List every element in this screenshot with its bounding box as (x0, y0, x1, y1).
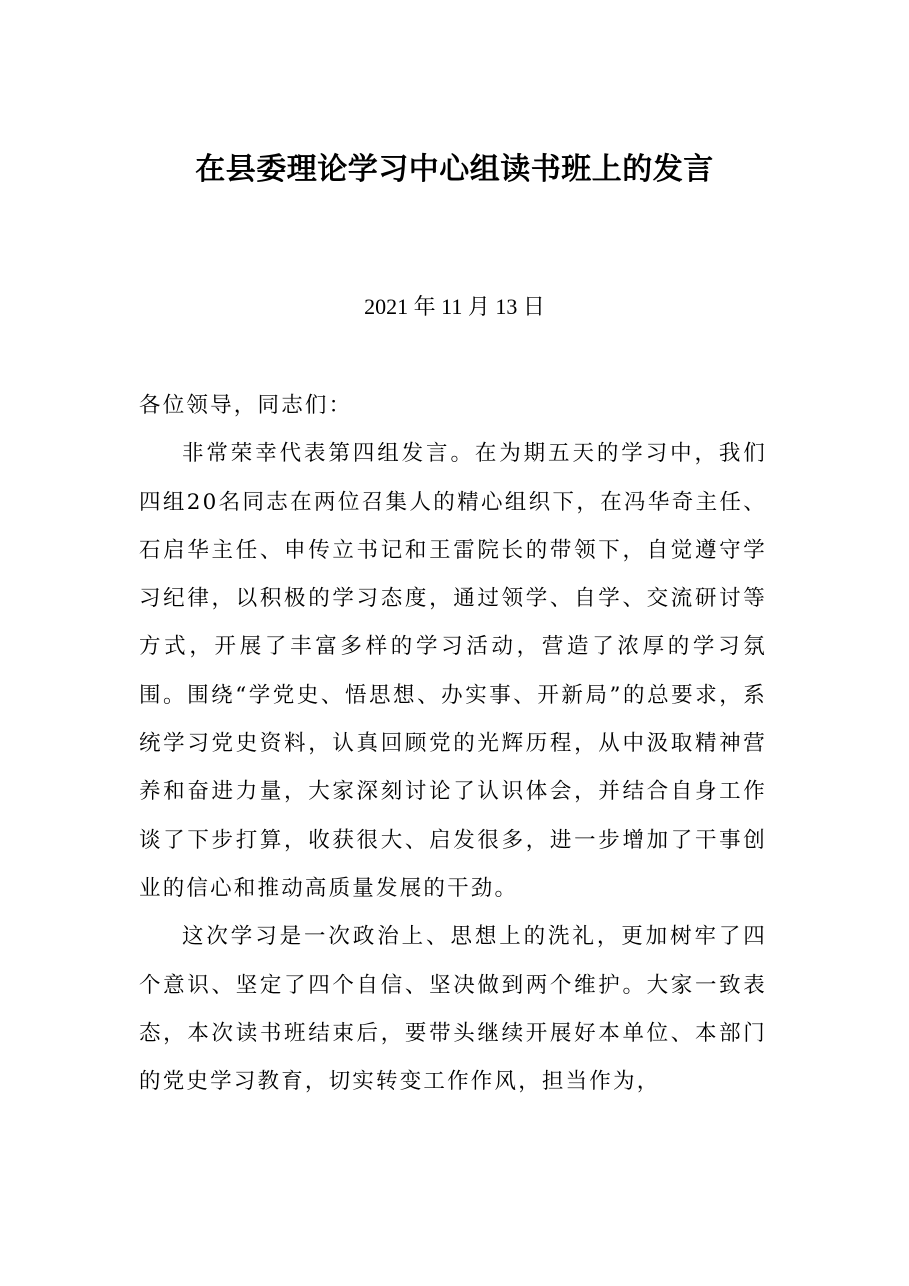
document-title: 在县委理论学习中心组读书班上的发言 (195, 152, 714, 187)
paragraph-2: 这次学习是一次政治上、思想上的洗礼，更加树牢了四个意识、坚定了四个自信、坚决做到两个维护。大家一致表态，本次读书班结束后，要带头继续开展好本单位、本部门的党史学习教育，切实转变工作作风，担当作为， (139, 924, 767, 1095)
document-body (139, 382, 767, 1106)
document-date: 2021 年 11 月 13 日 (364, 294, 545, 319)
paragraph-1: 非常荣幸代表第四组发言。在为期五天的学习中，我们四组20名同志在两位召集人的精心组织下，在冯华奇主任、石启华主任、申传立书记和王雷院长的带领下，自觉遵守学习纪律，以积极的学习态度，通过领学、自学、交流研讨等方式，开展了丰富多样的学习活动，营造了浓厚的学习氛围。围绕“学党史、悟思想、办实事、开新局”的总要求，系统学习党史资料，认真回顾党的光辉历程，从中汲取精神营养和奋进力量，大家深刻讨论了认识体会，并结合自身工作谈了下步打算，收获很大、启发很多，进一步增加了干事创业的信心和推动高质量发展的干劲。 (139, 441, 767, 901)
salutation: 各位领导，同志们： (139, 393, 353, 418)
